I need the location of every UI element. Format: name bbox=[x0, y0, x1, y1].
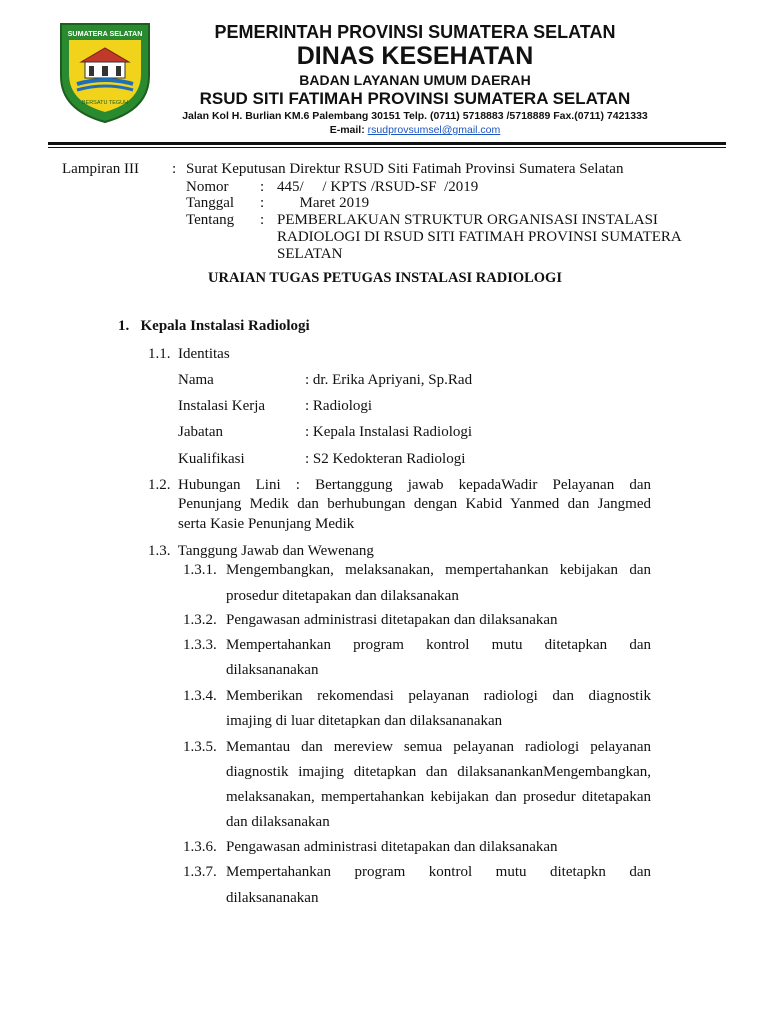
header-address: Jalan Kol H. Burlian KM.6 Palembang 30151 Telp. (0711) 5718883 /5718889 Fax.(0711) 7421333 bbox=[182, 110, 648, 122]
item-number: 1.3.6. bbox=[183, 839, 217, 855]
item-number: 1.3.4. bbox=[183, 688, 217, 704]
header-blud: BADAN LAYANAN UMUM DAERAH bbox=[299, 72, 531, 88]
item-text: Mengembangkan, melaksanakan, mempertahankan kebijakan dan bbox=[226, 562, 651, 578]
tentang-line1: PEMBERLAKUAN STRUKTUR ORGANISASI INSTALASI bbox=[277, 212, 658, 228]
email-link[interactable]: rsudprovsumsel@gmail.com bbox=[367, 124, 501, 136]
tanggal-label: Tanggal bbox=[186, 195, 235, 211]
lampiran-text: Surat Keputusan Direktur RSUD Siti Fatimah Provinsi Sumatera Selatan bbox=[186, 161, 624, 177]
item-number: 1.3.5. bbox=[183, 739, 217, 755]
header-email-line bbox=[150, 124, 680, 136]
item-number: 1.3.1. bbox=[183, 562, 217, 578]
tentang-line3: SELATAN bbox=[277, 246, 343, 262]
subsection-hubungan-number: 1.2. bbox=[148, 477, 171, 493]
item-text: Mempertahankan program kontrol mutu ditetapkn dan bbox=[226, 864, 651, 880]
nomor-value: 445/ / KPTS /RSUD-SF /2019 bbox=[277, 179, 479, 195]
item-text: diagnostik imajing ditetapkan dan dilaksanankanMengembangkan, bbox=[226, 764, 651, 780]
header-rule-thin bbox=[48, 147, 726, 148]
item-number: 1.3.3. bbox=[183, 637, 217, 653]
nomor-label: Nomor bbox=[186, 179, 229, 195]
email-label: E-mail: bbox=[329, 124, 368, 136]
section-heading: 1. Kepala Instalasi Radiologi bbox=[118, 318, 310, 334]
subsection-identitas: 1.1. Identitas bbox=[148, 346, 230, 362]
item-text: melaksanakan, mempertahankan kebijakan dan prosedur ditetapakan bbox=[226, 789, 651, 805]
document-title: URAIAN TUGAS PETUGAS INSTALASI RADIOLOGI bbox=[208, 270, 562, 286]
identity-label-nama: Nama bbox=[178, 372, 214, 388]
identity-value-kualifikasi: : S2 Kedokteran Radiologi bbox=[305, 451, 466, 467]
item-text: Mempertahankan program kontrol mutu ditetapkan dan bbox=[226, 637, 651, 653]
lampiran-colon: : bbox=[172, 161, 177, 177]
header-government: PEMERINTAH PROVINSI SUMATERA SELATAN bbox=[214, 22, 616, 42]
logo-top-text: SUMATERA SELATAN bbox=[67, 29, 143, 38]
header-rule-thick bbox=[48, 142, 726, 145]
hubungan-line2: Penunjang Medik dan berhubungan dengan Kabid Yanmed dan Jangmed bbox=[178, 496, 651, 512]
identity-label-instalasi: Instalasi Kerja bbox=[178, 398, 266, 414]
identity-value-nama: : dr. Erika Apriyani, Sp.Rad bbox=[305, 372, 473, 388]
item-text: imajing di luar ditetapkan dan dilaksananakan bbox=[226, 713, 503, 729]
item-number: 1.3.2. bbox=[183, 612, 217, 628]
identity-value-jabatan: : Kepala Instalasi Radiologi bbox=[305, 424, 473, 440]
item-text: Memantau dan mereview semua pelayanan radiologi pelayanan bbox=[226, 739, 651, 755]
identity-label-kualifikasi: Kualifikasi bbox=[178, 451, 245, 467]
hubungan-line3: serta Kasie Penunjang Medik bbox=[178, 516, 355, 532]
logo-bottom-text: BERSATU TEGUH bbox=[81, 100, 129, 106]
item-text: dilaksananakan bbox=[226, 890, 319, 906]
tentang-label: Tentang bbox=[186, 212, 235, 228]
item-text: dilaksananakan bbox=[226, 662, 319, 678]
item-text: Pengawasan administrasi ditetapakan dan dilaksanakan bbox=[226, 839, 558, 855]
hubungan-line1: Hubungan Lini : Bertanggung jawab kepadaWadir Pelayanan dan bbox=[178, 477, 651, 493]
lampiran-label: Lampiran III bbox=[62, 161, 140, 177]
tentang-colon: : bbox=[260, 212, 265, 228]
tanggal-value: Maret 2019 bbox=[277, 195, 370, 211]
nomor-colon: : bbox=[260, 179, 265, 195]
item-text: Pengawasan administrasi ditetapakan dan dilaksanakan bbox=[226, 612, 558, 628]
item-text: dan dilaksanakan bbox=[226, 814, 330, 830]
identity-label-jabatan: Jabatan bbox=[178, 424, 223, 440]
item-text: Memberikan rekomendasi pelayanan radiologi dan diagnostik bbox=[226, 688, 651, 704]
tentang-line2: RADIOLOGI DI RSUD SITI FATIMAH PROVINSI SUMATERA bbox=[277, 229, 682, 245]
tanggal-colon: : bbox=[260, 195, 265, 211]
item-number: 1.3.7. bbox=[183, 864, 217, 880]
province-emblem-logo bbox=[55, 18, 155, 124]
identity-value-instalasi: : Radiologi bbox=[305, 398, 373, 414]
item-text: prosedur ditetapakan dan dilaksanakan bbox=[226, 588, 459, 604]
header-hospital: RSUD SITI FATIMAH PROVINSI SUMATERA SELATAN bbox=[199, 89, 631, 108]
header-agency: DINAS KESEHATAN bbox=[296, 42, 534, 70]
subsection-tanggung-jawab: 1.3. Tanggung Jawab dan Wewenang bbox=[148, 543, 374, 559]
